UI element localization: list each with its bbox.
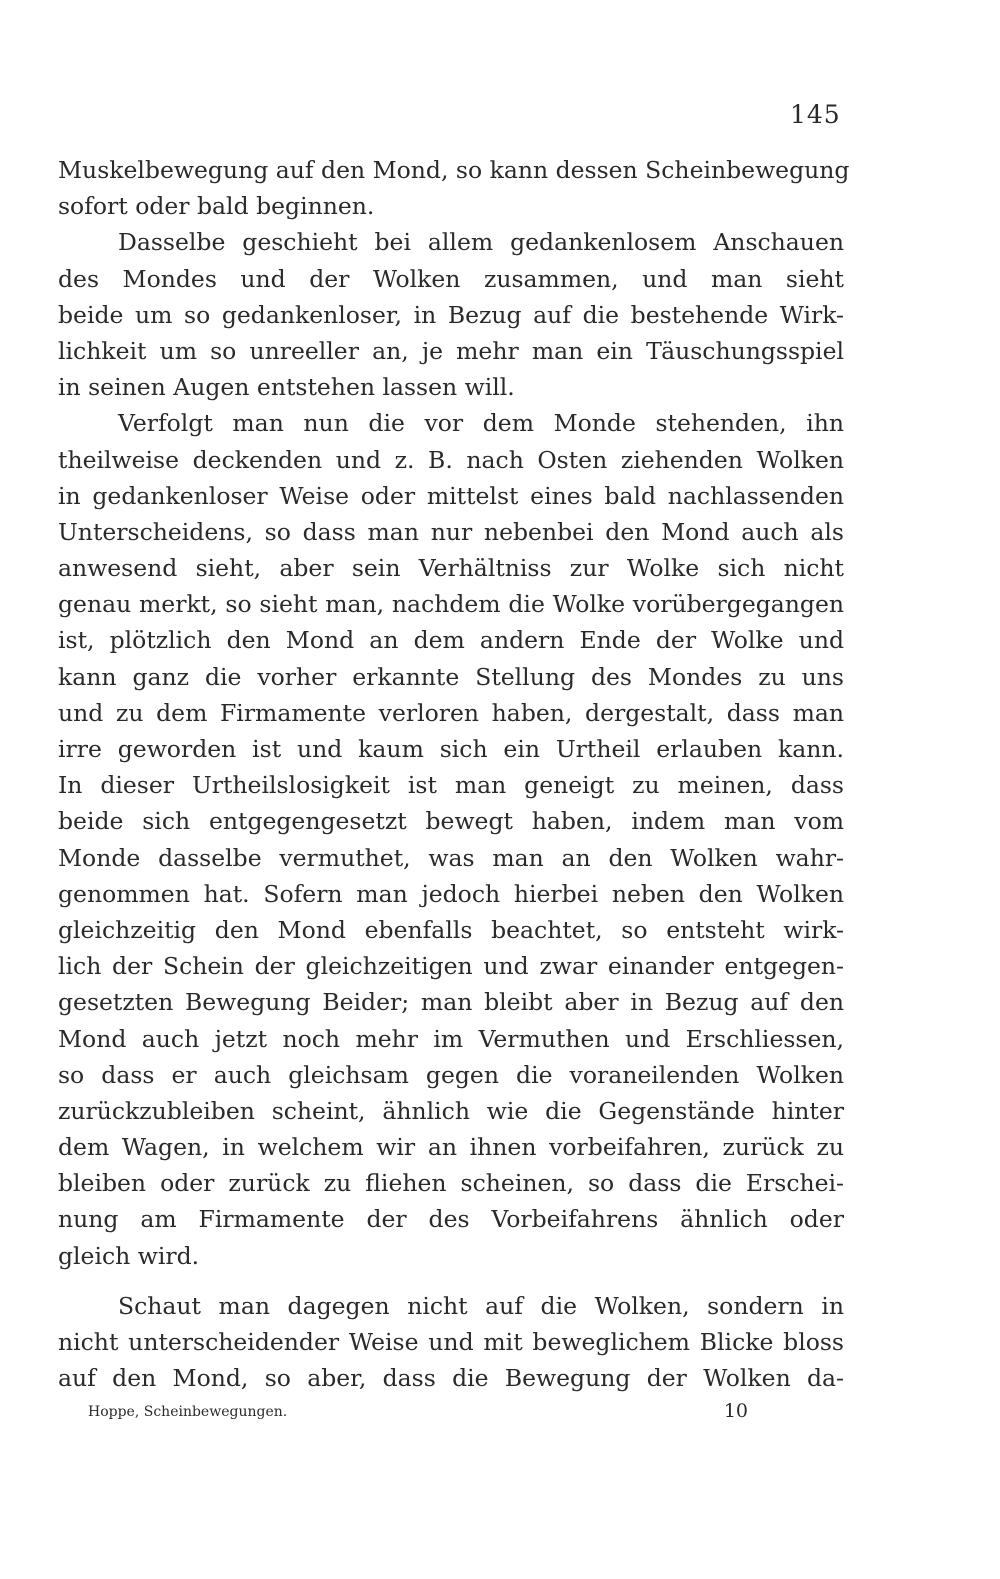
text-line: zurückzubleiben scheint, ähnlich wie die Gegenstände hinter <box>58 1096 844 1125</box>
text-line: gleich wird. <box>58 1241 200 1270</box>
text-line: kann ganz die vorher erkannte Stellung des Mondes zu uns <box>58 662 844 691</box>
text-line: nicht unterscheidender Weise und mit beweglichem Blicke bloss <box>58 1328 844 1356</box>
text-line: anwesend sieht, aber sein Verhältniss zur Wolke sich nicht <box>58 554 844 583</box>
signature-footer <box>88 1400 748 1422</box>
text-line: auf den Mond, so aber, dass die Bewegung der Wolken da- <box>58 1364 844 1393</box>
text-line: so dass er auch gleichsam gegen die voraneilenden Wolken <box>58 1060 844 1089</box>
text-line: gesetzten Bewegung Beider; man bleibt aber in Bezug auf den <box>58 988 844 1017</box>
page-number: 145 <box>790 100 841 129</box>
text-line: in seinen Augen entstehen lassen will. <box>58 373 515 402</box>
signature-title: Hoppe, Scheinbewegungen. <box>88 1404 288 1420</box>
text-line: Dasselbe geschieht bei allem gedankenlosem Anschauen <box>118 228 844 257</box>
text-line: dem Wagen, in welchem wir an ihnen vorbeifahren, zurück zu <box>58 1133 844 1162</box>
text-line: beide um so gedankenloser, in Bezug auf die bestehende Wirk- <box>58 300 844 329</box>
text-line: in gedankenloser Weise oder mittelst eines bald nachlassenden <box>58 481 844 510</box>
text-line: und zu dem Firmamente verloren haben, dergestalt, dass man <box>58 698 844 727</box>
text-line: lichkeit um so unreeller an, je mehr man ein Täuschungsspiel <box>58 336 844 365</box>
text-line: Monde dasselbe vermuthet, was man an den Wolken wahr- <box>58 843 844 872</box>
text-line: Unterscheidens, so dass man nur nebenbei den Mond auch als <box>58 517 844 546</box>
text-line: Schaut man dagegen nicht auf die Wolken, sondern in <box>118 1291 844 1320</box>
text-line: beide sich entgegengesetzt bewegt haben, indem man vom <box>58 807 844 836</box>
body-text <box>58 152 850 1396</box>
text-line: bleiben oder zurück zu fliehen scheinen, so dass die Erschei- <box>58 1169 844 1198</box>
text-line: ist, plötzlich den Mond an dem andern Ende der Wolke und <box>58 626 844 655</box>
text-line: genau merkt, so sieht man, nachdem die Wolke vorübergegangen <box>58 590 844 619</box>
text-line: irre geworden ist und kaum sich ein Urtheil erlauben kann. <box>58 735 844 763</box>
text-line: Verfolgt man nun die vor dem Monde stehenden, ihn <box>118 409 844 438</box>
text-line: theilweise deckenden und z. B. nach Osten ziehenden Wolken <box>58 445 844 474</box>
text-line: Muskelbewegung auf den Mond, so kann dessen Scheinbewegung <box>58 156 850 184</box>
text-line: lich der Schein der gleichzeitigen und zwar einander entgegen- <box>58 952 844 981</box>
text-line: nung am Firmamente der des Vorbeifahrens ähnlich oder <box>58 1205 844 1234</box>
text-line: In dieser Urtheilslosigkeit ist man geneigt zu meinen, dass <box>58 771 844 800</box>
text-line: genommen hat. Sofern man jedoch hierbei neben den Wolken <box>58 879 844 908</box>
text-line: Mond auch jetzt noch mehr im Vermuthen und Erschliessen, <box>58 1024 844 1053</box>
text-line: sofort oder bald beginnen. <box>58 192 375 221</box>
text-line: des Mondes und der Wolken zusammen, und man sieht <box>58 264 844 293</box>
signature-number: 10 <box>723 1400 748 1422</box>
text-line: gleichzeitig den Mond ebenfalls beachtet, so entsteht wirk- <box>58 915 844 944</box>
